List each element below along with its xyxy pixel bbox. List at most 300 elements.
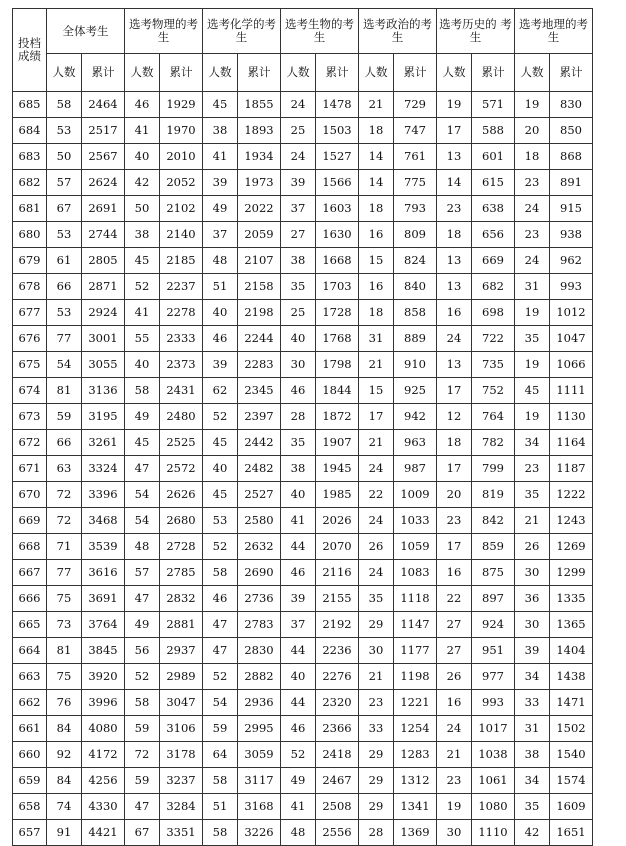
count-cell: 25 <box>281 300 316 326</box>
cumulative-cell: 1768 <box>316 326 359 352</box>
count-cell: 49 <box>125 612 160 638</box>
cumulative-cell: 915 <box>550 196 593 222</box>
count-cell: 34 <box>515 768 550 794</box>
count-cell: 18 <box>359 118 394 144</box>
cumulative-cell: 3195 <box>82 404 125 430</box>
count-cell: 58 <box>125 378 160 404</box>
cumulative-cell: 1973 <box>238 170 281 196</box>
cumulative-cell: 3226 <box>238 820 281 846</box>
table-row <box>13 768 593 794</box>
count-cell: 52 <box>203 534 238 560</box>
count-cell: 37 <box>203 222 238 248</box>
count-cell: 58 <box>203 820 238 846</box>
cumulative-cell: 3539 <box>82 534 125 560</box>
table-row <box>13 352 593 378</box>
cumulative-cell: 1574 <box>550 768 593 794</box>
score-cell: 660 <box>13 742 47 768</box>
count-cell: 64 <box>203 742 238 768</box>
score-cell: 665 <box>13 612 47 638</box>
cumulative-cell: 1872 <box>316 404 359 430</box>
cumulative-cell: 1083 <box>394 560 437 586</box>
cumulative-cell: 775 <box>394 170 437 196</box>
sub-header-row <box>13 54 593 92</box>
cumulative-cell: 889 <box>394 326 437 352</box>
count-cell: 59 <box>47 404 82 430</box>
count-cell: 52 <box>125 664 160 690</box>
cumulative-cell: 2480 <box>160 404 203 430</box>
count-cell: 29 <box>359 768 394 794</box>
cumulative-cell: 1668 <box>316 248 359 274</box>
cumulative-cell: 2882 <box>238 664 281 690</box>
count-cell: 30 <box>515 560 550 586</box>
count-cell: 35 <box>281 274 316 300</box>
cumulative-cell: 2010 <box>160 144 203 170</box>
count-cell: 31 <box>515 716 550 742</box>
cumulative-cell: 2418 <box>316 742 359 768</box>
count-cell: 59 <box>125 716 160 742</box>
cumulative-cell: 1527 <box>316 144 359 170</box>
count-cell: 52 <box>203 664 238 690</box>
cumulative-cell: 1798 <box>316 352 359 378</box>
count-cell: 33 <box>359 716 394 742</box>
count-cell: 59 <box>203 716 238 742</box>
cumulative-cell: 2525 <box>160 430 203 456</box>
sub-header-cumulative: 累计 <box>472 54 515 92</box>
sub-header-cumulative: 累计 <box>238 54 281 92</box>
count-cell: 23 <box>515 456 550 482</box>
cumulative-cell: 2236 <box>316 638 359 664</box>
count-cell: 27 <box>281 222 316 248</box>
cumulative-cell: 1299 <box>550 560 593 586</box>
cumulative-cell: 993 <box>472 690 515 716</box>
count-cell: 59 <box>125 768 160 794</box>
count-cell: 38 <box>281 456 316 482</box>
count-cell: 23 <box>437 196 472 222</box>
score-cell: 670 <box>13 482 47 508</box>
count-cell: 52 <box>203 404 238 430</box>
count-cell: 91 <box>47 820 82 846</box>
count-cell: 44 <box>281 690 316 716</box>
score-cell: 685 <box>13 92 47 118</box>
score-cell: 679 <box>13 248 47 274</box>
score-cell: 682 <box>13 170 47 196</box>
count-cell: 21 <box>359 92 394 118</box>
count-cell: 26 <box>359 534 394 560</box>
count-cell: 23 <box>437 768 472 794</box>
cumulative-cell: 2691 <box>82 196 125 222</box>
cumulative-cell: 1540 <box>550 742 593 768</box>
cumulative-cell: 1341 <box>394 794 437 820</box>
cumulative-cell: 2937 <box>160 638 203 664</box>
count-cell: 45 <box>125 430 160 456</box>
table-row <box>13 560 593 586</box>
cumulative-cell: 868 <box>550 144 593 170</box>
count-cell: 24 <box>281 92 316 118</box>
count-cell: 18 <box>437 430 472 456</box>
cumulative-cell: 2373 <box>160 352 203 378</box>
cumulative-cell: 2572 <box>160 456 203 482</box>
sub-header-cumulative: 累计 <box>550 54 593 92</box>
cumulative-cell: 782 <box>472 430 515 456</box>
table-row <box>13 326 593 352</box>
table-row <box>13 430 593 456</box>
count-cell: 26 <box>515 534 550 560</box>
count-cell: 38 <box>515 742 550 768</box>
cumulative-cell: 2995 <box>238 716 281 742</box>
count-cell: 49 <box>203 196 238 222</box>
count-cell: 29 <box>359 794 394 820</box>
count-cell: 46 <box>281 560 316 586</box>
count-cell: 30 <box>437 820 472 846</box>
cumulative-cell: 2345 <box>238 378 281 404</box>
table-row <box>13 638 593 664</box>
cumulative-cell: 1033 <box>394 508 437 534</box>
cumulative-cell: 3136 <box>82 378 125 404</box>
cumulative-cell: 1269 <box>550 534 593 560</box>
cumulative-cell: 2626 <box>160 482 203 508</box>
cumulative-cell: 2116 <box>316 560 359 586</box>
count-cell: 71 <box>47 534 82 560</box>
score-cell: 657 <box>13 820 47 846</box>
count-cell: 56 <box>125 638 160 664</box>
count-cell: 19 <box>437 794 472 820</box>
count-cell: 54 <box>125 482 160 508</box>
cumulative-cell: 3168 <box>238 794 281 820</box>
cumulative-cell: 4421 <box>82 820 125 846</box>
cumulative-cell: 1503 <box>316 118 359 144</box>
cumulative-cell: 1907 <box>316 430 359 456</box>
count-cell: 46 <box>203 586 238 612</box>
score-cell: 668 <box>13 534 47 560</box>
score-cell: 681 <box>13 196 47 222</box>
count-cell: 19 <box>515 404 550 430</box>
count-cell: 57 <box>125 560 160 586</box>
cumulative-cell: 1017 <box>472 716 515 742</box>
cumulative-cell: 1164 <box>550 430 593 456</box>
count-cell: 81 <box>47 638 82 664</box>
sub-header-count: 人数 <box>47 54 82 92</box>
table-row <box>13 196 593 222</box>
cumulative-cell: 764 <box>472 404 515 430</box>
score-cell: 663 <box>13 664 47 690</box>
count-cell: 40 <box>125 352 160 378</box>
cumulative-cell: 897 <box>472 586 515 612</box>
cumulative-cell: 858 <box>394 300 437 326</box>
cumulative-cell: 2871 <box>82 274 125 300</box>
cumulative-cell: 1985 <box>316 482 359 508</box>
count-cell: 24 <box>515 196 550 222</box>
score-cell: 683 <box>13 144 47 170</box>
cumulative-cell: 2320 <box>316 690 359 716</box>
count-cell: 39 <box>281 586 316 612</box>
cumulative-cell: 2192 <box>316 612 359 638</box>
cumulative-cell: 819 <box>472 482 515 508</box>
cumulative-cell: 1893 <box>238 118 281 144</box>
table-row <box>13 378 593 404</box>
score-cell: 671 <box>13 456 47 482</box>
count-cell: 16 <box>359 222 394 248</box>
count-cell: 53 <box>47 300 82 326</box>
cumulative-cell: 2624 <box>82 170 125 196</box>
count-cell: 14 <box>437 170 472 196</box>
cumulative-cell: 615 <box>472 170 515 196</box>
cumulative-cell: 571 <box>472 92 515 118</box>
cumulative-cell: 2052 <box>160 170 203 196</box>
score-distribution-table <box>12 8 593 846</box>
table-row <box>13 170 593 196</box>
count-cell: 34 <box>515 430 550 456</box>
cumulative-cell: 2832 <box>160 586 203 612</box>
cumulative-cell: 2464 <box>82 92 125 118</box>
cumulative-cell: 735 <box>472 352 515 378</box>
sub-header-cumulative: 累计 <box>160 54 203 92</box>
cumulative-cell: 2690 <box>238 560 281 586</box>
cumulative-cell: 1929 <box>160 92 203 118</box>
count-cell: 57 <box>47 170 82 196</box>
count-cell: 46 <box>281 378 316 404</box>
count-cell: 39 <box>203 352 238 378</box>
cumulative-cell: 850 <box>550 118 593 144</box>
count-cell: 23 <box>359 690 394 716</box>
cumulative-cell: 1147 <box>394 612 437 638</box>
count-cell: 15 <box>359 378 394 404</box>
count-cell: 61 <box>47 248 82 274</box>
table-row <box>13 742 593 768</box>
count-cell: 45 <box>515 378 550 404</box>
cumulative-cell: 669 <box>472 248 515 274</box>
sub-header-count: 人数 <box>281 54 316 92</box>
cumulative-cell: 3845 <box>82 638 125 664</box>
count-cell: 41 <box>281 794 316 820</box>
count-cell: 21 <box>437 742 472 768</box>
cumulative-cell: 2102 <box>160 196 203 222</box>
cumulative-cell: 875 <box>472 560 515 586</box>
cumulative-cell: 2785 <box>160 560 203 586</box>
count-cell: 52 <box>281 742 316 768</box>
cumulative-cell: 2736 <box>238 586 281 612</box>
cumulative-cell: 698 <box>472 300 515 326</box>
score-cell: 680 <box>13 222 47 248</box>
score-cell: 675 <box>13 352 47 378</box>
count-cell: 67 <box>47 196 82 222</box>
count-cell: 49 <box>125 404 160 430</box>
score-cell: 672 <box>13 430 47 456</box>
count-cell: 18 <box>437 222 472 248</box>
count-cell: 74 <box>47 794 82 820</box>
count-cell: 37 <box>281 196 316 222</box>
count-cell: 21 <box>359 430 394 456</box>
count-cell: 52 <box>125 274 160 300</box>
count-cell: 48 <box>281 820 316 846</box>
cumulative-cell: 2278 <box>160 300 203 326</box>
sub-header-count: 人数 <box>125 54 160 92</box>
cumulative-cell: 2508 <box>316 794 359 820</box>
score-cell: 673 <box>13 404 47 430</box>
cumulative-cell: 729 <box>394 92 437 118</box>
count-cell: 73 <box>47 612 82 638</box>
cumulative-cell: 2527 <box>238 482 281 508</box>
cumulative-cell: 2580 <box>238 508 281 534</box>
count-cell: 24 <box>515 248 550 274</box>
cumulative-cell: 2022 <box>238 196 281 222</box>
count-cell: 75 <box>47 664 82 690</box>
cumulative-cell: 2026 <box>316 508 359 534</box>
cumulative-cell: 3324 <box>82 456 125 482</box>
count-cell: 16 <box>437 300 472 326</box>
count-cell: 41 <box>281 508 316 534</box>
group-header-politics: 选考政治的考生 <box>359 9 437 54</box>
count-cell: 46 <box>281 716 316 742</box>
count-cell: 21 <box>359 352 394 378</box>
cumulative-cell: 1651 <box>550 820 593 846</box>
count-cell: 35 <box>515 794 550 820</box>
count-cell: 26 <box>437 664 472 690</box>
cumulative-cell: 2185 <box>160 248 203 274</box>
cumulative-cell: 2140 <box>160 222 203 248</box>
count-cell: 40 <box>203 300 238 326</box>
count-cell: 41 <box>125 118 160 144</box>
cumulative-cell: 1187 <box>550 456 593 482</box>
count-cell: 50 <box>47 144 82 170</box>
count-cell: 45 <box>203 430 238 456</box>
count-cell: 45 <box>203 92 238 118</box>
count-cell: 22 <box>437 586 472 612</box>
count-cell: 42 <box>125 170 160 196</box>
cumulative-cell: 656 <box>472 222 515 248</box>
count-cell: 72 <box>47 482 82 508</box>
count-cell: 31 <box>515 274 550 300</box>
count-cell: 45 <box>125 248 160 274</box>
cumulative-cell: 1130 <box>550 404 593 430</box>
count-cell: 66 <box>47 430 82 456</box>
count-cell: 18 <box>359 196 394 222</box>
count-cell: 40 <box>281 482 316 508</box>
group-header-physics: 选考物理的考生 <box>125 9 203 54</box>
cumulative-cell: 1283 <box>394 742 437 768</box>
count-cell: 44 <box>281 534 316 560</box>
cumulative-cell: 1478 <box>316 92 359 118</box>
cumulative-cell: 3055 <box>82 352 125 378</box>
table-row <box>13 222 593 248</box>
count-cell: 84 <box>47 768 82 794</box>
cumulative-cell: 722 <box>472 326 515 352</box>
cumulative-cell: 2881 <box>160 612 203 638</box>
cumulative-cell: 830 <box>550 92 593 118</box>
table-row <box>13 820 593 846</box>
cumulative-cell: 3001 <box>82 326 125 352</box>
count-cell: 42 <box>515 820 550 846</box>
count-cell: 35 <box>281 430 316 456</box>
cumulative-cell: 799 <box>472 456 515 482</box>
count-cell: 54 <box>47 352 82 378</box>
count-cell: 17 <box>359 404 394 430</box>
count-cell: 16 <box>359 274 394 300</box>
table-row <box>13 274 593 300</box>
count-cell: 24 <box>359 508 394 534</box>
score-cell: 662 <box>13 690 47 716</box>
cumulative-cell: 2936 <box>238 690 281 716</box>
count-cell: 47 <box>125 456 160 482</box>
count-cell: 17 <box>437 378 472 404</box>
count-cell: 38 <box>125 222 160 248</box>
cumulative-cell: 1038 <box>472 742 515 768</box>
count-cell: 16 <box>437 690 472 716</box>
count-cell: 48 <box>125 534 160 560</box>
count-cell: 23 <box>515 222 550 248</box>
cumulative-cell: 1047 <box>550 326 593 352</box>
count-cell: 35 <box>359 586 394 612</box>
count-cell: 35 <box>515 326 550 352</box>
count-cell: 12 <box>437 404 472 430</box>
cumulative-cell: 1438 <box>550 664 593 690</box>
cumulative-cell: 3284 <box>160 794 203 820</box>
count-cell: 77 <box>47 326 82 352</box>
count-cell: 46 <box>125 92 160 118</box>
count-cell: 38 <box>281 248 316 274</box>
cumulative-cell: 963 <box>394 430 437 456</box>
count-cell: 53 <box>203 508 238 534</box>
cumulative-cell: 891 <box>550 170 593 196</box>
score-cell: 667 <box>13 560 47 586</box>
count-cell: 30 <box>515 612 550 638</box>
count-cell: 53 <box>47 118 82 144</box>
cumulative-cell: 2237 <box>160 274 203 300</box>
count-cell: 51 <box>203 794 238 820</box>
count-cell: 77 <box>47 560 82 586</box>
cumulative-cell: 1609 <box>550 794 593 820</box>
cumulative-cell: 824 <box>394 248 437 274</box>
count-cell: 49 <box>281 768 316 794</box>
cumulative-cell: 1566 <box>316 170 359 196</box>
count-cell: 15 <box>359 248 394 274</box>
cumulative-cell: 3616 <box>82 560 125 586</box>
count-cell: 29 <box>359 742 394 768</box>
count-cell: 55 <box>125 326 160 352</box>
count-cell: 47 <box>203 612 238 638</box>
count-cell: 17 <box>437 456 472 482</box>
count-cell: 54 <box>125 508 160 534</box>
cumulative-cell: 2632 <box>238 534 281 560</box>
table-row <box>13 92 593 118</box>
sub-header-count: 人数 <box>359 54 394 92</box>
count-cell: 45 <box>203 482 238 508</box>
table-row <box>13 144 593 170</box>
table-row <box>13 716 593 742</box>
score-column-header: 投档成绩 <box>13 9 47 92</box>
count-cell: 58 <box>203 560 238 586</box>
cumulative-cell: 2276 <box>316 664 359 690</box>
count-cell: 24 <box>437 716 472 742</box>
cumulative-cell: 3920 <box>82 664 125 690</box>
cumulative-cell: 1066 <box>550 352 593 378</box>
cumulative-cell: 2442 <box>238 430 281 456</box>
cumulative-cell: 2467 <box>316 768 359 794</box>
cumulative-cell: 1728 <box>316 300 359 326</box>
cumulative-cell: 747 <box>394 118 437 144</box>
cumulative-cell: 993 <box>550 274 593 300</box>
count-cell: 18 <box>515 144 550 170</box>
count-cell: 21 <box>515 508 550 534</box>
cumulative-cell: 3117 <box>238 768 281 794</box>
group-header-all: 全体考生 <box>47 9 125 54</box>
count-cell: 76 <box>47 690 82 716</box>
count-cell: 19 <box>515 300 550 326</box>
cumulative-cell: 1254 <box>394 716 437 742</box>
cumulative-cell: 938 <box>550 222 593 248</box>
cumulative-cell: 1603 <box>316 196 359 222</box>
cumulative-cell: 1404 <box>550 638 593 664</box>
cumulative-cell: 951 <box>472 638 515 664</box>
